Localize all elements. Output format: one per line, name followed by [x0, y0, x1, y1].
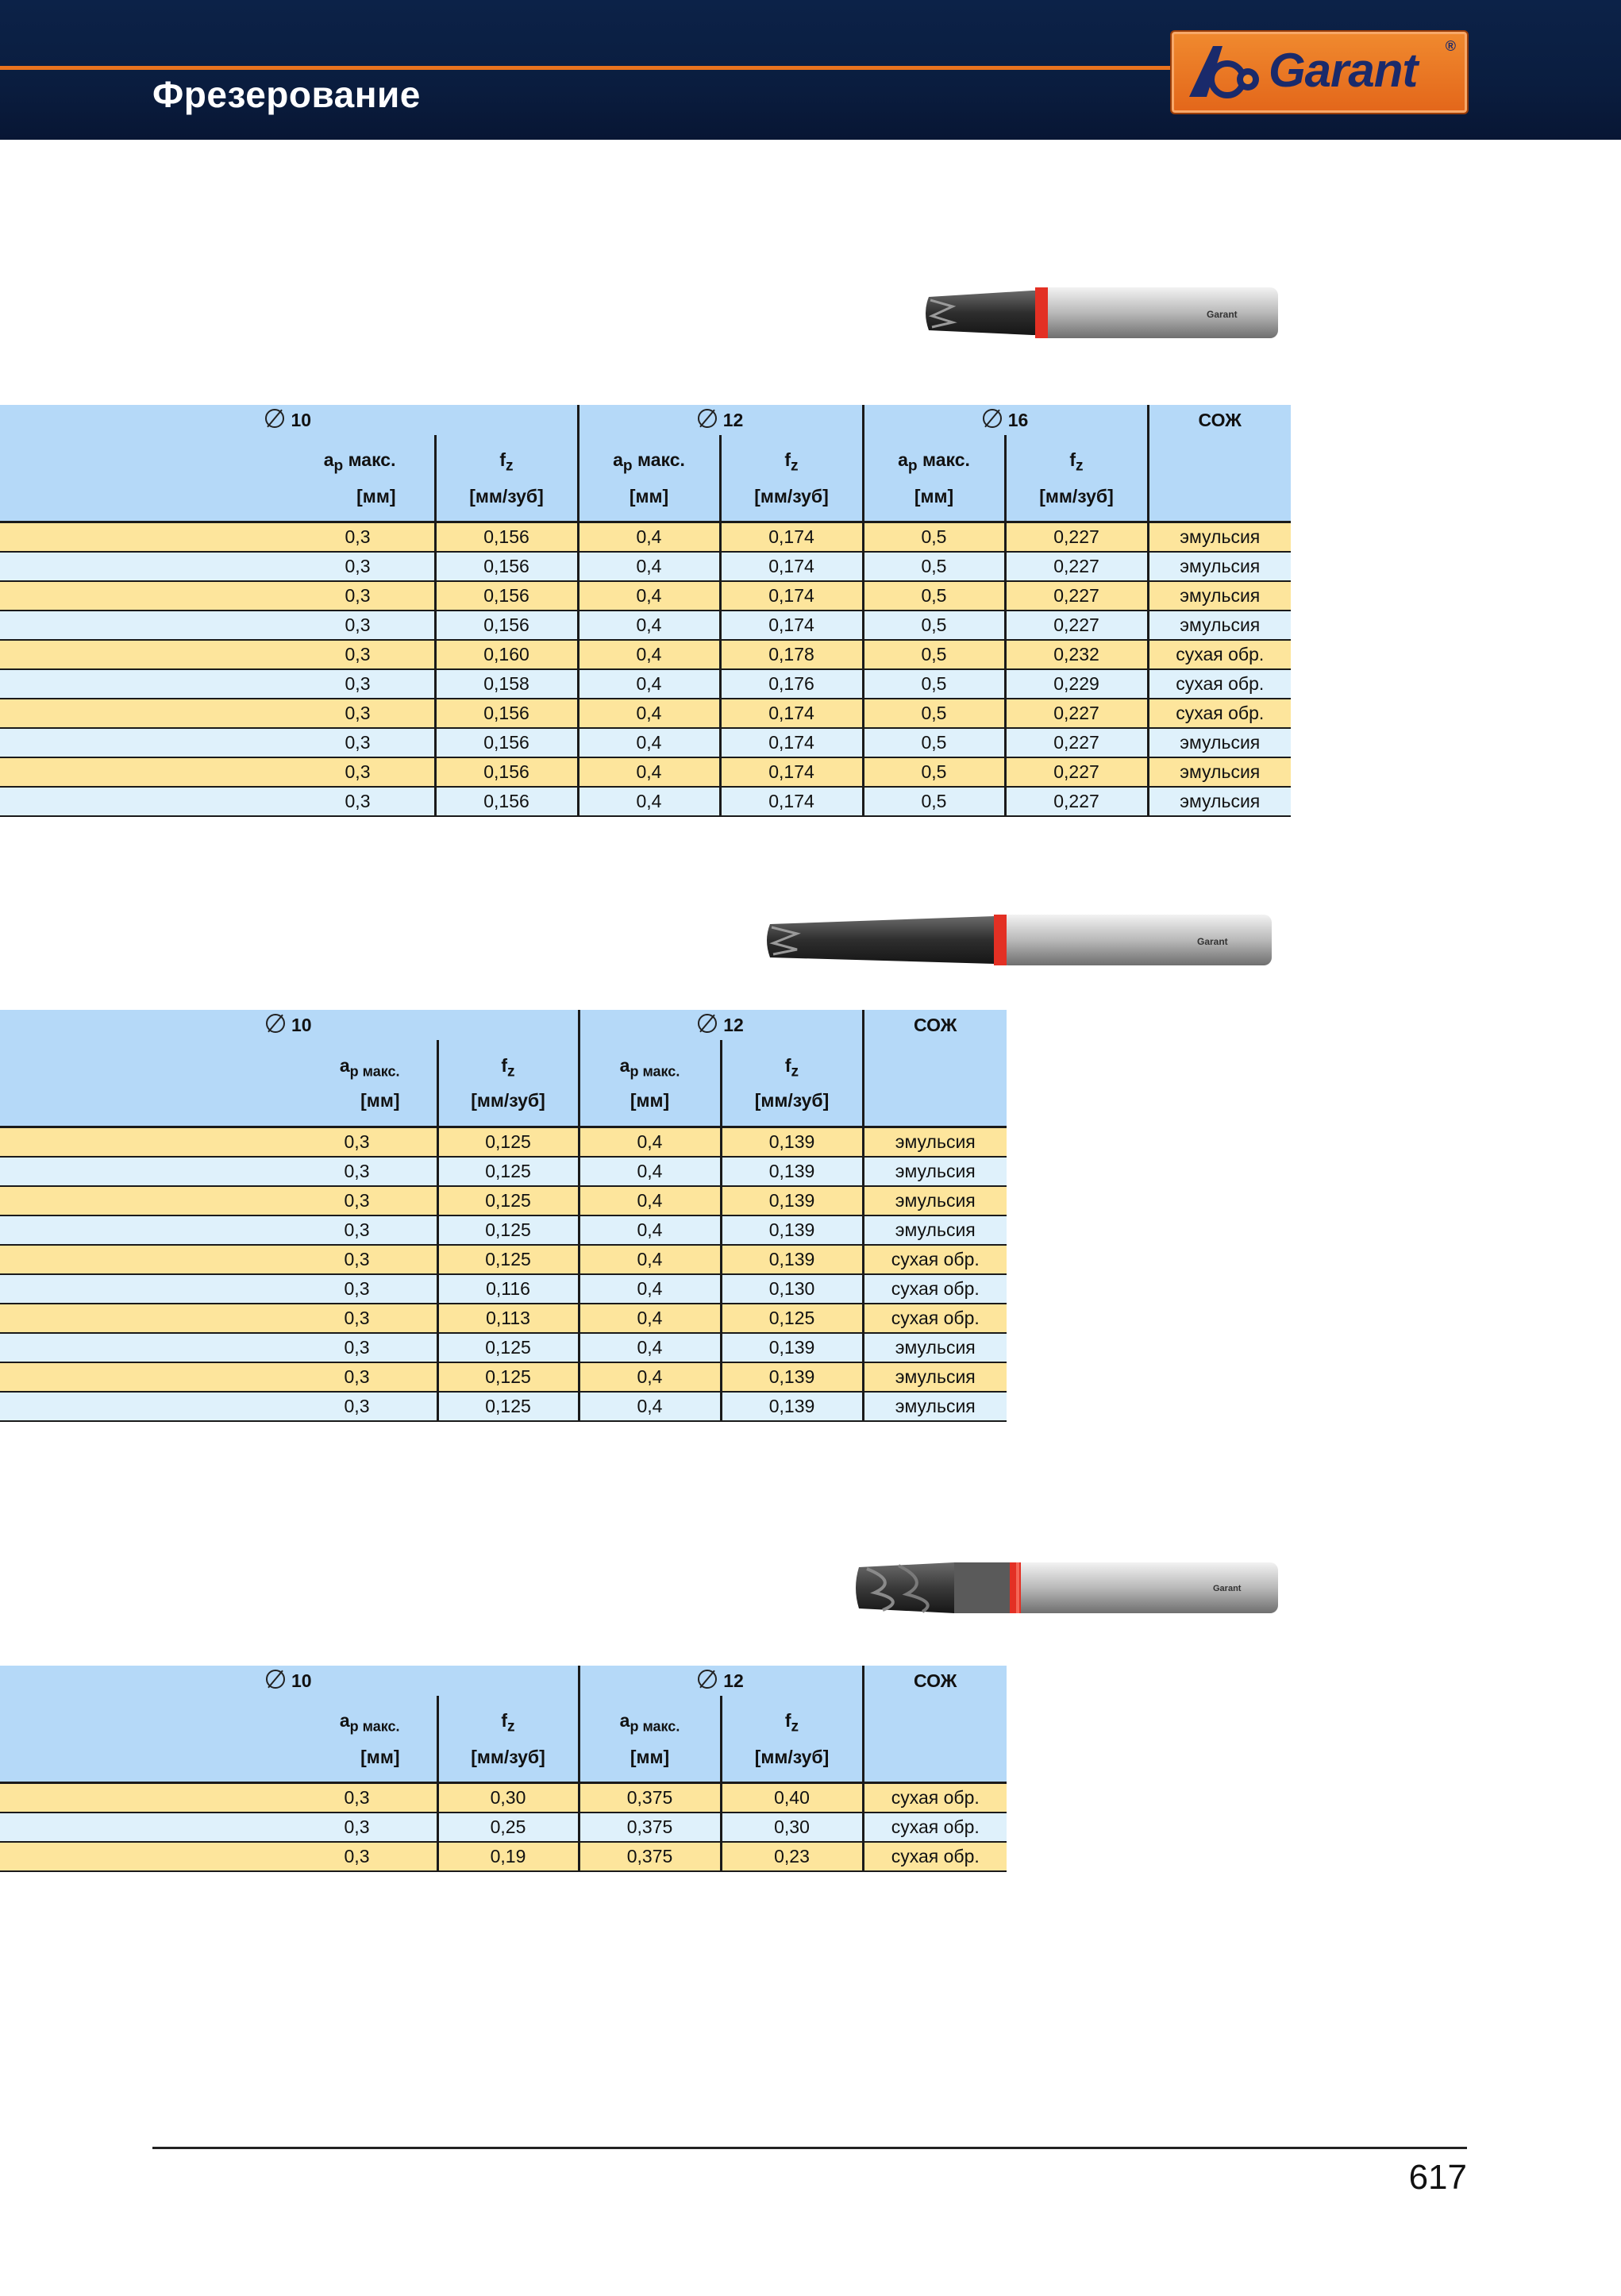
diameter-header-10: 10 [0, 1666, 579, 1696]
table-cell: 0,116 [437, 1274, 579, 1304]
table-cell: 0,125 [437, 1215, 579, 1245]
table-cell: 0,4 [578, 611, 720, 640]
table-cell: 0,4 [579, 1157, 721, 1186]
table-cell: 0,156 [435, 757, 578, 787]
table-cell: 0,125 [437, 1392, 579, 1421]
table-cell: 0,30 [437, 1783, 579, 1813]
table-cell: 0,4 [578, 552, 720, 581]
table-row [0, 1333, 1007, 1362]
fz-header: $f_z$ [мм/зуб] [437, 1696, 579, 1783]
table-cell: 0,3 [0, 1842, 437, 1871]
table-cell: 0,4 [579, 1304, 721, 1333]
table-cell: 0,4 [579, 1186, 721, 1215]
table-cell: 0,4 [579, 1127, 721, 1158]
table-cell: 0,3 [0, 787, 435, 816]
table-cell: 0,4 [579, 1245, 721, 1274]
table-cell: 0,5 [863, 757, 1005, 787]
ap-max-header: $a_{p макс.}$ [мм] [579, 1040, 721, 1127]
diameter-header-12: 12 [579, 1010, 863, 1040]
table-cell: 0,125 [437, 1186, 579, 1215]
table-cell: 0,139 [721, 1127, 863, 1158]
table-cell: 0,174 [720, 522, 863, 553]
table-cell: 0,3 [0, 757, 435, 787]
table-cell: 0,3 [0, 1157, 437, 1186]
table-cell: 0,5 [863, 728, 1005, 757]
table-row [0, 699, 1291, 728]
table-cell: сухая обр. [1148, 699, 1291, 728]
table-cell: 0,232 [1005, 640, 1148, 669]
table-cell: 0,3 [0, 611, 435, 640]
diameter-icon [698, 1014, 717, 1033]
table-cell: 0,4 [578, 757, 720, 787]
table-cell: 0,125 [437, 1127, 579, 1158]
table-cell: эмульсия [863, 1333, 1007, 1362]
diameter-icon [265, 409, 284, 428]
table-cell: 0,3 [0, 1215, 437, 1245]
table-cell: эмульсия [863, 1392, 1007, 1421]
table-cell: 0,139 [721, 1333, 863, 1362]
table-cell: эмульсия [1148, 611, 1291, 640]
table-cell: 0,125 [437, 1333, 579, 1362]
table-cell: сухая обр. [1148, 640, 1291, 669]
table-cell: 0,156 [435, 728, 578, 757]
table-row [0, 728, 1291, 757]
table-cell: 0,25 [437, 1813, 579, 1842]
table-cell: 0,139 [721, 1157, 863, 1186]
table-cell: 0,227 [1005, 787, 1148, 816]
table-cell: 0,5 [863, 640, 1005, 669]
table-cell: 0,3 [0, 1127, 437, 1158]
table-cell: 0,158 [435, 669, 578, 699]
table-cell: 0,139 [721, 1392, 863, 1421]
table-cell: 0,4 [579, 1333, 721, 1362]
table-cell: 0,3 [0, 1392, 437, 1421]
table-cell: 0,40 [721, 1783, 863, 1813]
table-cell: 0,227 [1005, 699, 1148, 728]
table-row [0, 1783, 1007, 1813]
table-cell: 0,156 [435, 552, 578, 581]
table-row [0, 640, 1291, 669]
table-cell: 0,113 [437, 1304, 579, 1333]
table-cell: 0,125 [437, 1362, 579, 1392]
fz-header: $f_z$ [мм/зуб] [720, 435, 863, 522]
diameter-icon [698, 409, 717, 428]
table-row [0, 1813, 1007, 1842]
table-cell: эмульсия [1148, 552, 1291, 581]
footer-divider [152, 2147, 1467, 2149]
table-row [0, 669, 1291, 699]
tool-logo-text: Garant [1213, 1584, 1242, 1593]
table-cell: 0,3 [0, 669, 435, 699]
table-row [0, 1274, 1007, 1304]
table-cell: 0,156 [435, 699, 578, 728]
diameter-header-16: 16 [863, 405, 1148, 435]
table-cell: 0,174 [720, 611, 863, 640]
table-cell: эмульсия [863, 1127, 1007, 1158]
table-cell: 0,174 [720, 581, 863, 611]
table-cell: 0,4 [578, 669, 720, 699]
table-cell: 0,4 [579, 1215, 721, 1245]
logo-wordmark: Garant [1269, 44, 1418, 97]
table-row [0, 1245, 1007, 1274]
table-cell: сухая обр. [863, 1245, 1007, 1274]
table-row [0, 1842, 1007, 1871]
table-cell: сухая обр. [1148, 669, 1291, 699]
table-cell: 0,227 [1005, 757, 1148, 787]
table-cell: 0,139 [721, 1362, 863, 1392]
table-cell: 0,5 [863, 611, 1005, 640]
table-cell: 0,3 [0, 522, 435, 553]
table-cell: 0,4 [578, 728, 720, 757]
ap-max-header: $a_p$ макс. [мм] [0, 435, 435, 522]
table-cell: 0,4 [578, 581, 720, 611]
table-cell: 0,3 [0, 1274, 437, 1304]
table-row [0, 1157, 1007, 1186]
table-cell: сухая обр. [863, 1274, 1007, 1304]
table-cell: 0,156 [435, 611, 578, 640]
table-cell: 0,4 [578, 787, 720, 816]
registered-mark: ® [1445, 38, 1456, 54]
table-cell: 0,174 [720, 699, 863, 728]
table-cell: 0,4 [579, 1392, 721, 1421]
table-cell: 0,229 [1005, 669, 1148, 699]
diameter-icon [266, 1670, 285, 1689]
table-cell: 0,23 [721, 1842, 863, 1871]
table-cell: 0,174 [720, 728, 863, 757]
diameter-header-12: 12 [579, 1666, 863, 1696]
table-cell: 0,3 [0, 581, 435, 611]
end-mill-image-1 [921, 284, 1286, 341]
table-cell: 0,4 [579, 1274, 721, 1304]
fz-header: $f_z$ [мм/зуб] [721, 1696, 863, 1783]
page-header [0, 0, 1621, 140]
table-row [0, 1362, 1007, 1392]
garant-logo-icon [1183, 41, 1262, 102]
cutting-data-table-2 [0, 1010, 1007, 1422]
table-cell: 0,5 [863, 699, 1005, 728]
table-cell: 0,174 [720, 757, 863, 787]
table-row [0, 1127, 1007, 1158]
table-cell: 0,375 [579, 1813, 721, 1842]
table-cell: 0,3 [0, 1783, 437, 1813]
table-row [0, 1186, 1007, 1215]
table-cell: сухая обр. [863, 1842, 1007, 1871]
table-cell: 0,125 [721, 1304, 863, 1333]
table-cell: 0,130 [721, 1274, 863, 1304]
table-cell: 0,174 [720, 552, 863, 581]
table-cell: 0,156 [435, 581, 578, 611]
table-cell: сухая обр. [863, 1783, 1007, 1813]
table-cell: эмульсия [863, 1157, 1007, 1186]
table-cell: 0,375 [579, 1842, 721, 1871]
table-row [0, 787, 1291, 816]
diameter-header-10: 10 [0, 405, 578, 435]
table-cell: 0,3 [0, 1333, 437, 1362]
table-cell: 0,3 [0, 1362, 437, 1392]
coolant-header: СОЖ [863, 1666, 1007, 1783]
table-cell: эмульсия [1148, 522, 1291, 553]
table-cell: 0,3 [0, 1813, 437, 1842]
fz-header: $f_z$ [мм/зуб] [721, 1040, 863, 1127]
coolant-header: СОЖ [1148, 405, 1291, 522]
table-cell: 0,156 [435, 522, 578, 553]
table-cell: 0,5 [863, 581, 1005, 611]
table-row [0, 552, 1291, 581]
diameter-header-12: 12 [578, 405, 863, 435]
table-cell: 0,3 [0, 728, 435, 757]
end-mill-image-2 [762, 911, 1280, 969]
ap-max-header: $a_{p макс.}$ [мм] [0, 1696, 437, 1783]
table-cell: сухая обр. [863, 1813, 1007, 1842]
table-cell: 0,227 [1005, 522, 1148, 553]
table-cell: 0,176 [720, 669, 863, 699]
header-accent-line [0, 66, 1175, 70]
ap-max-header: $a_p$ макс. [мм] [863, 435, 1005, 522]
table-cell: 0,227 [1005, 552, 1148, 581]
table-cell: 0,227 [1005, 728, 1148, 757]
table-cell: 0,4 [579, 1362, 721, 1392]
table-cell: 0,178 [720, 640, 863, 669]
table-cell: 0,160 [435, 640, 578, 669]
table-cell: 0,3 [0, 1304, 437, 1333]
diameter-icon [983, 409, 1002, 428]
table-cell: 0,5 [863, 669, 1005, 699]
page-number: 617 [1408, 2158, 1467, 2197]
table-row [0, 1304, 1007, 1333]
table-cell: 0,139 [721, 1186, 863, 1215]
ap-max-header: $a_{p макс.}$ [мм] [579, 1696, 721, 1783]
coolant-header: СОЖ [863, 1010, 1007, 1127]
table-row [0, 1392, 1007, 1421]
table-cell: 0,139 [721, 1245, 863, 1274]
garant-logo [1170, 30, 1469, 114]
table-cell: 0,4 [578, 640, 720, 669]
diameter-header-10: 10 [0, 1010, 579, 1040]
table-cell: 0,174 [720, 787, 863, 816]
fz-header: $f_z$ [мм/зуб] [437, 1040, 579, 1127]
table-cell: эмульсия [863, 1215, 1007, 1245]
table-cell: 0,30 [721, 1813, 863, 1842]
table-cell: 0,375 [579, 1783, 721, 1813]
table-cell: 0,139 [721, 1215, 863, 1245]
table-cell: 0,3 [0, 552, 435, 581]
table-cell: 0,19 [437, 1842, 579, 1871]
table-cell: 0,5 [863, 787, 1005, 816]
fz-header: $f_z$ [мм/зуб] [435, 435, 578, 522]
table-cell: 0,3 [0, 640, 435, 669]
table-cell: эмульсия [1148, 757, 1291, 787]
table-cell: 0,156 [435, 787, 578, 816]
tool-logo-text: Garant [1207, 309, 1238, 320]
table-cell: эмульсия [863, 1186, 1007, 1215]
diameter-icon [698, 1670, 717, 1689]
table-row [0, 757, 1291, 787]
tool-logo-text: Garant [1197, 936, 1228, 947]
table-cell: 0,5 [863, 552, 1005, 581]
cutting-data-table-3 [0, 1666, 1007, 1872]
table-cell: 0,125 [437, 1245, 579, 1274]
table-cell: 0,227 [1005, 611, 1148, 640]
fz-header: $f_z$ [мм/зуб] [1005, 435, 1148, 522]
table-cell: эмульсия [1148, 787, 1291, 816]
table-cell: 0,4 [578, 699, 720, 728]
table-cell: сухая обр. [863, 1304, 1007, 1333]
page-title: Фрезерование [152, 74, 421, 115]
table-row [0, 522, 1291, 553]
table-cell: эмульсия [1148, 728, 1291, 757]
table-cell: 0,125 [437, 1157, 579, 1186]
end-mill-image-3 [851, 1558, 1286, 1618]
table-row [0, 1215, 1007, 1245]
table-cell: эмульсия [1148, 581, 1291, 611]
table-cell: эмульсия [863, 1362, 1007, 1392]
table-cell: 0,3 [0, 1186, 437, 1215]
table-cell: 0,3 [0, 1245, 437, 1274]
table-cell: 0,3 [0, 699, 435, 728]
cutting-data-table-1 [0, 405, 1291, 817]
ap-max-header: $a_{p макс.}$ [мм] [0, 1040, 437, 1127]
ap-max-header: $a_p$ макс. [мм] [578, 435, 720, 522]
table-row [0, 581, 1291, 611]
table-cell: 0,5 [863, 522, 1005, 553]
table-cell: 0,4 [578, 522, 720, 553]
diameter-icon [266, 1014, 285, 1033]
table-cell: 0,227 [1005, 581, 1148, 611]
table-row [0, 611, 1291, 640]
